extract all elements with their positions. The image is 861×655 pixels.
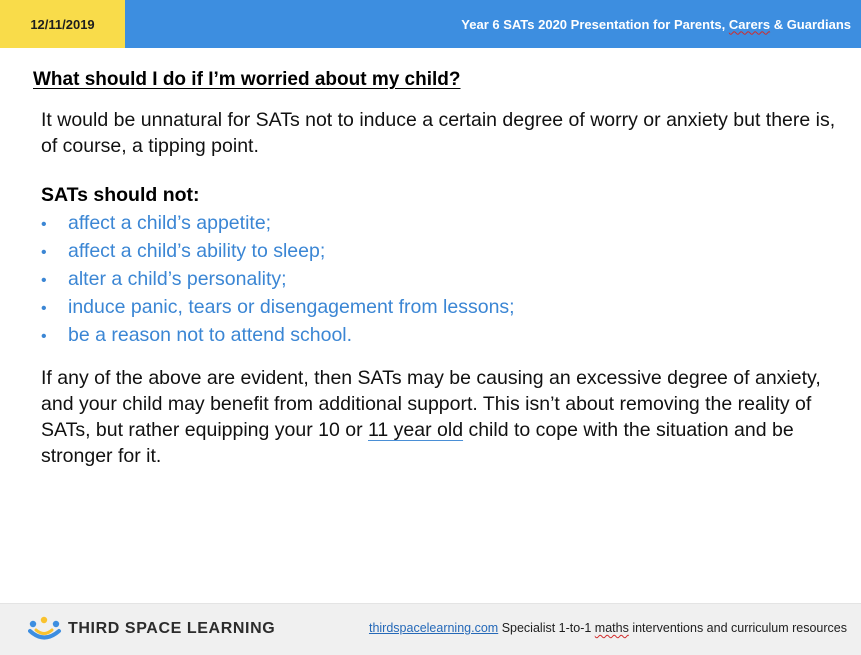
slide-title: What should I do if I’m worried about my child? (33, 69, 461, 90)
bullet-item (41, 210, 515, 238)
bullet-text: be a reason not to attend school. (68, 324, 353, 346)
header-bar (125, 0, 861, 48)
bullet-text: affect a child’s appetite; (68, 212, 272, 234)
bullet-item (41, 294, 515, 322)
bullet-item (41, 266, 515, 294)
footer (0, 603, 861, 655)
bullet-list (41, 210, 515, 350)
bullet-item (41, 238, 515, 266)
tagline-part1: Specialist 1-to-1 (498, 621, 595, 635)
subheading: SATs should not: (41, 184, 200, 206)
closing-text-part1: If any of the above are evident, then SATs may be causing an excessive degree of anxiety, and your child may benefit from additional support. This isn’t about removing the reality of SATs, but rather equipping your 10 or (41, 367, 821, 441)
tagline-spellcheck-word: maths (594, 621, 629, 635)
bullet-icon: • (41, 216, 47, 233)
closing-text-part3: child to cope with the situation and be stronger for it. (41, 419, 794, 467)
bullet-item (41, 322, 515, 350)
presentation-title (461, 17, 851, 32)
date-tab (0, 0, 125, 48)
bullet-text: alter a child’s personality; (68, 268, 287, 290)
presentation-title-part3: & Guardians (770, 16, 851, 32)
intro-paragraph: It would be unnatural for SATs not to induce a certain degree of worry or anxiety but there is, of course, a tipping point. (41, 109, 836, 157)
bullet-text: induce panic, tears or disengagement from lessons; (68, 296, 515, 318)
bullet-text: affect a child’s ability to sleep; (68, 240, 326, 262)
footer-tagline (369, 621, 847, 635)
brand-name: THIRD SPACE LEARNING (68, 620, 276, 637)
brand-logo (28, 616, 275, 642)
website-link[interactable]: thirdspacelearning.com (368, 621, 499, 635)
bullet-icon: • (41, 244, 47, 261)
closing-text-underlined: 11 year old (368, 419, 464, 441)
presentation-title-spellcheck-word: Carers (728, 16, 771, 32)
bullet-icon: • (41, 272, 47, 289)
date-label: 12/11/2019 (30, 16, 95, 32)
brand-logo-icon (28, 616, 62, 642)
presentation-title-part1: Year 6 SATs 2020 Presentation for Parents, (461, 16, 729, 32)
closing-paragraph (41, 365, 841, 469)
tagline-part3: interventions and curriculum resources (628, 621, 847, 635)
bullet-icon: • (41, 328, 47, 345)
bullet-icon: • (41, 300, 47, 317)
